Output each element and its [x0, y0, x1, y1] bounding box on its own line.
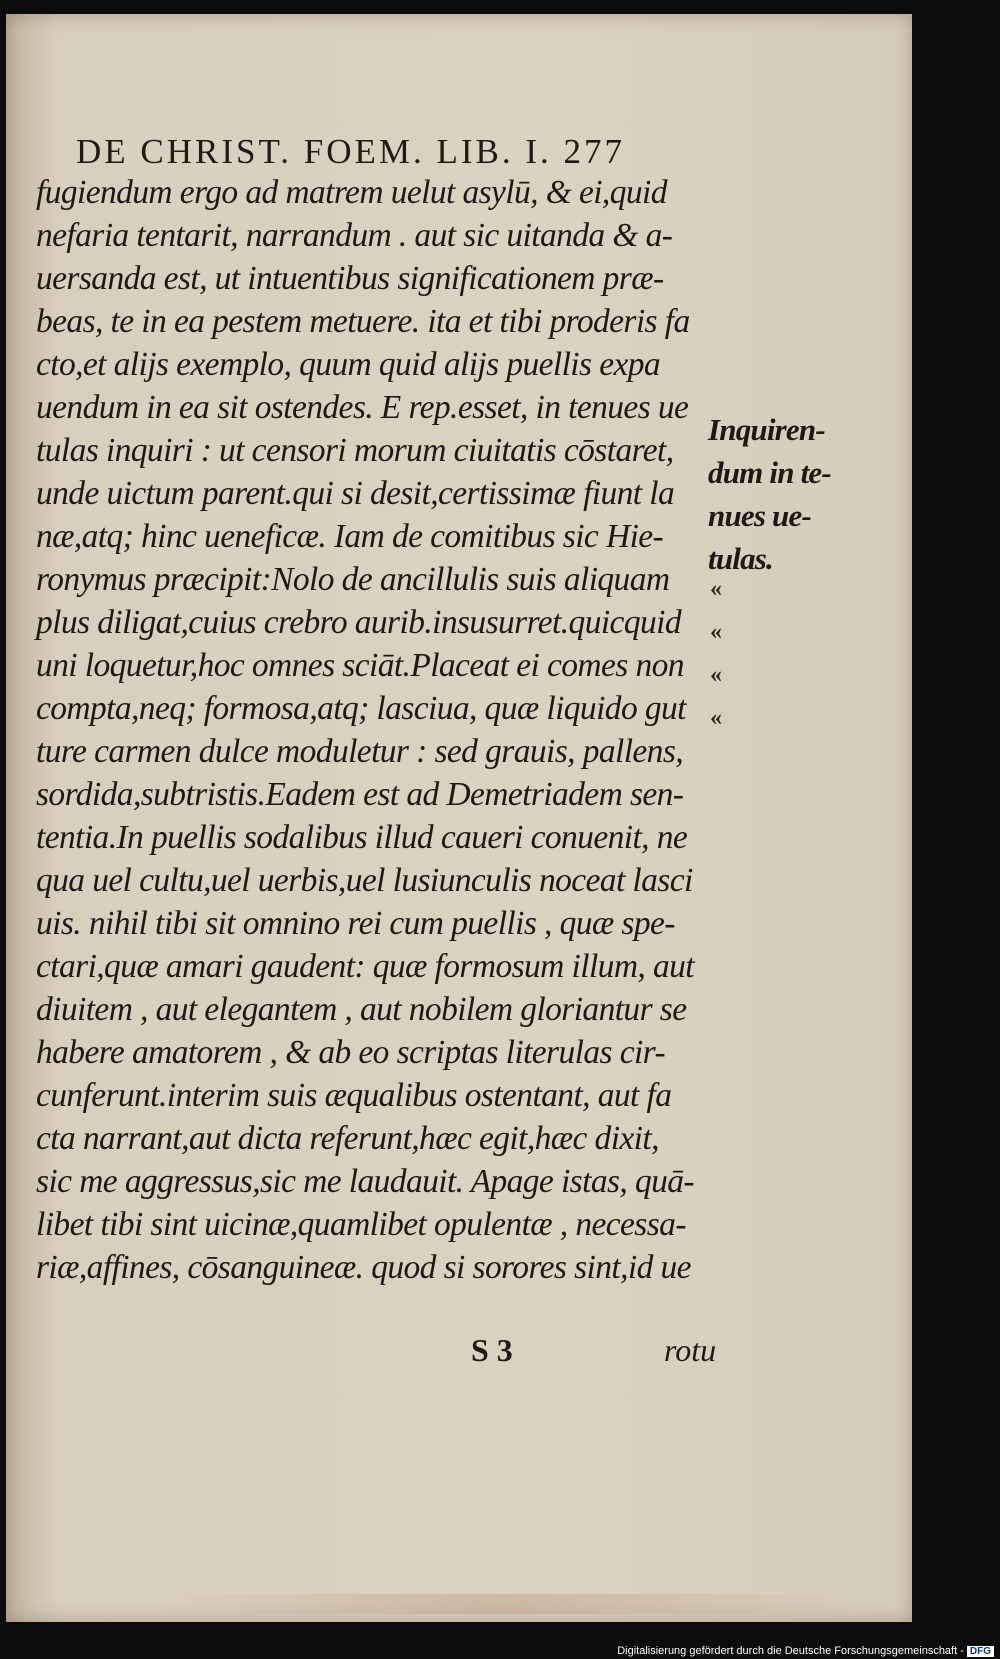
- text-line-24: sic me aggressus,sic me laudauit. Apage istas, quā-: [36, 1163, 694, 1200]
- text-line-15: sordida,subtristis.Eadem est ad Demetriadem sen-: [36, 776, 684, 813]
- text-line-18: uis. nihil tibi sit omnino rei cum puellis , quæ spe-: [36, 905, 675, 942]
- margin-note-line-4: tulas.: [708, 541, 773, 576]
- text-line-12: uni loquetur,hoc omnes sciāt.Placeat ei comes non: [36, 647, 684, 684]
- dfg-logo-icon: DFG: [967, 1646, 994, 1657]
- quote-mark-1: «: [710, 576, 722, 602]
- catchword: rotu: [664, 1332, 717, 1368]
- margin-note-line-2: dum in te-: [708, 455, 831, 490]
- margin-note-line-3: nues ue-: [708, 498, 811, 533]
- text-line-23: cta narrant,aut dicta referunt,hæc egit,hæc dixit,: [36, 1120, 659, 1157]
- footer-text: Digitalisierung gefördert durch die Deutsche Forschungsgemeinschaft -: [617, 1645, 964, 1657]
- text-line-26: riæ,affines, cōsanguineæ. quod si sorores sint,id ue: [36, 1249, 691, 1286]
- digitization-footer: [617, 1645, 994, 1657]
- page-stain: [156, 1594, 856, 1614]
- text-line-4: beas, te in ea pestem metuere. ita et tibi proderis fa: [36, 303, 690, 340]
- quote-mark-3: «: [710, 662, 722, 688]
- text-line-22: cunferunt.interim suis æqualibus ostentant, aut fa: [36, 1077, 672, 1114]
- text-line-2: nefaria tentarit, narrandum . aut sic uitanda & a-: [36, 217, 673, 254]
- text-line-1: fugiendum ergo ad matrem uelut asylū, & ei,quid: [36, 174, 667, 211]
- text-line-14: ture carmen dulce moduletur : sed grauis, pallens,: [36, 733, 684, 770]
- text-line-5: cto,et alijs exemplo, quum quid alijs puellis expa: [36, 346, 661, 383]
- quote-mark-4: «: [710, 705, 722, 731]
- text-line-9: næ,atq; hinc ueneficæ. Iam de comitibus sic Hie-: [36, 518, 664, 555]
- text-line-8: unde uictum parent.qui si desit,certissimæ fiunt la: [36, 475, 675, 512]
- running-header: DE CHRIST. FOEM. LIB. I. 277: [76, 132, 626, 171]
- text-line-16: tentia.In puellis sodalibus illud caueri conuenit, ne: [36, 819, 688, 856]
- margin-note-line-1: Inquiren-: [708, 412, 825, 447]
- text-line-17: qua uel cultu,uel uerbis,uel lusiunculis noceat lasci: [36, 862, 693, 899]
- text-line-19: ctari,quæ amari gaudent: quæ formosum illum, aut: [36, 948, 694, 985]
- text-line-3: uersanda est, ut intuentibus significationem præ-: [36, 260, 664, 297]
- text-line-20: diuitem , aut elegantem , aut nobilem gloriantur se: [36, 991, 687, 1028]
- text-line-25: libet tibi sint uicinæ,quamlibet opulentæ , necessa-: [36, 1206, 686, 1243]
- quote-mark-2: «: [710, 619, 722, 645]
- text-line-11: plus diligat,cuius crebro aurib.insusurret.quicquid: [36, 604, 681, 641]
- signature-mark: S 3: [471, 1332, 513, 1368]
- text-line-21: habere amatorem , & ab eo scriptas literulas cir-: [36, 1034, 666, 1071]
- text-line-7: tulas inquiri : ut censori morum ciuitatis cōstaret,: [36, 432, 674, 469]
- text-line-6: uendum in ea sit ostendes. E rep.esset, in tenues ue: [36, 389, 689, 426]
- text-line-13: compta,neq; formosa,atq; lasciua, quæ liquido gut: [36, 690, 686, 727]
- book-page: [6, 14, 912, 1622]
- text-line-10: ronymus præcipit:Nolo de ancillulis suis aliquam: [36, 561, 670, 598]
